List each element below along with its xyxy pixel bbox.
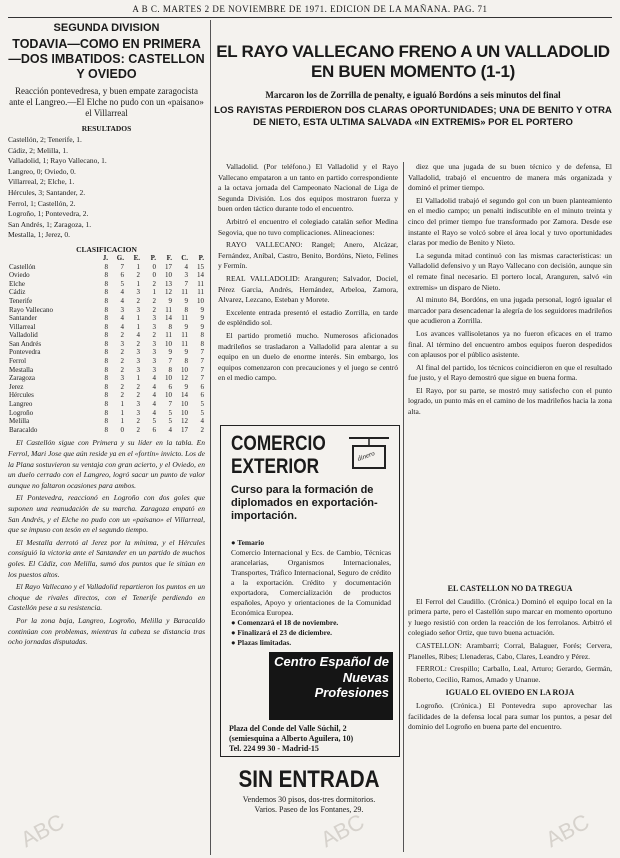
left-headline: TODAVIA—COMO EN PRIMERA—DOS IMBATIDOS: CASTELLON Y OVIEDO bbox=[8, 37, 205, 81]
ad-dates bbox=[231, 618, 391, 648]
standings-row bbox=[8, 271, 205, 280]
standings-value: 8 bbox=[184, 357, 188, 366]
article-paragraph: El Valladolid trabajó el segundo gol con un buen planteamiento en el medio campo; un penalti indiscutible en el minuto treinta y cinco del primer tiempo fue transformado por Zamora. Desde ese instante el Rayo se volcó sobre el área local y tuvo oportunidades claras por medio de Benito y Nieto. bbox=[408, 195, 612, 248]
standings-value: 3 bbox=[120, 339, 124, 348]
standings-value: 10 bbox=[165, 391, 172, 400]
standings-row bbox=[8, 306, 205, 315]
standings-value: 5 bbox=[168, 408, 172, 417]
standings-row bbox=[8, 426, 205, 435]
standings-value: 9 bbox=[184, 296, 188, 305]
standings-value: 10 bbox=[181, 400, 188, 409]
standings-value: 7 bbox=[184, 279, 188, 288]
standings-value: 8 bbox=[104, 296, 108, 305]
standings-value: 3 bbox=[136, 408, 140, 417]
logo-text: dinero bbox=[356, 449, 376, 463]
standings-value: 14 bbox=[165, 314, 172, 323]
standings-value: 13 bbox=[165, 279, 172, 288]
standings-value: 4 bbox=[168, 425, 172, 434]
team-name: Logroño bbox=[9, 408, 34, 417]
result-item: Hércules, 3; Santander, 2. bbox=[8, 187, 86, 197]
standings-header-cell: J. bbox=[102, 253, 108, 262]
standings-value: 8 bbox=[104, 365, 108, 374]
standings-value: 8 bbox=[168, 365, 172, 374]
standings-value: 4 bbox=[152, 391, 156, 400]
standings-value: 9 bbox=[168, 348, 172, 357]
standings-value: 1 bbox=[136, 322, 140, 331]
standings-value: 10 bbox=[165, 339, 172, 348]
standings-value: 8 bbox=[104, 331, 108, 340]
main-headline: EL RAYO VALLECANO FRENO A UN VALLADOLID EN BUEN MOMENTO (1-1) bbox=[216, 42, 610, 81]
standings-value: 1 bbox=[152, 288, 156, 297]
standings-value: 10 bbox=[197, 296, 204, 305]
main-head bbox=[214, 42, 612, 162]
team-name: Ferrol bbox=[9, 357, 27, 366]
ad-box-title: Centro Español de Nuevas Profesiones bbox=[269, 652, 393, 720]
team-name: Cádiz bbox=[9, 288, 26, 297]
standings-value: 1 bbox=[120, 417, 124, 426]
ferrol-lineup: FERROL: Crespillo; Carballo, Leal, Arturo; Gerardo, Germán, Roberto, Cecilio, Ramos, Amado y Unanue. bbox=[408, 664, 612, 684]
column-divider bbox=[403, 162, 404, 852]
result-item: Valladolid, 1; Rayo Vallecano, 1. bbox=[8, 156, 107, 166]
article-paragraph: REAL VALLADOLID: Aranguren; Salvador, Dociel, Pérez Garcia, Andrés, Hernández, Arbeloa, Zamora, Alvarez, Lezcano, Esteban y Morete. bbox=[218, 273, 398, 305]
standings-value: 12 bbox=[165, 288, 172, 297]
article-paragraph: Al minuto 84, Bordóns, en una jugada personal, logró igualar el marcador para desencadenar la alegría de los seguidores madrileños que acudieron a Zorrilla. bbox=[408, 295, 612, 326]
standings-value: 8 bbox=[104, 408, 108, 417]
result-item: Villarreal, 2; Elche, 1. bbox=[8, 177, 75, 187]
standings-value: 11 bbox=[165, 305, 172, 314]
team-name: Tenerife bbox=[9, 296, 33, 305]
standings-value: 8 bbox=[104, 391, 108, 400]
standings-value: 4 bbox=[120, 288, 124, 297]
result-item: Ferrol, 1; Castellón, 2. bbox=[8, 198, 76, 208]
standings-value: 3 bbox=[136, 365, 140, 374]
masthead-rule bbox=[8, 17, 612, 18]
standings-row bbox=[8, 331, 205, 340]
team-name: Baracaldo bbox=[9, 425, 38, 434]
standings-value: 3 bbox=[136, 288, 140, 297]
standings-header-cell: C. bbox=[181, 253, 188, 262]
standings-value: 8 bbox=[104, 348, 108, 357]
team-name: Zaragoza bbox=[9, 374, 36, 383]
standings-value: 9 bbox=[184, 348, 188, 357]
standings-value: 11 bbox=[165, 331, 172, 340]
ad-comercio-exterior bbox=[220, 425, 400, 757]
standings-value: 3 bbox=[120, 374, 124, 383]
standings-value: 5 bbox=[168, 417, 172, 426]
article-paragraph: Arbitró el encuentro el colegiado catalán señor Medina Segovia, que no tuvo complicaciones. Alineaciones: bbox=[218, 216, 398, 237]
standings-value: 3 bbox=[152, 348, 156, 357]
standings-row bbox=[8, 409, 205, 418]
main-subhead2: LOS RAYISTAS PERDIERON DOS CLARAS OPORTUNIDADES; UNA DE BENITO Y OTRA DE NIETO, ESTA ULTIMA SALVADA «IN EXTREMIS» POR EL PORTERO bbox=[214, 105, 612, 128]
ad-logo bbox=[345, 434, 393, 474]
standings-title: CLASIFICACION bbox=[76, 244, 137, 254]
main-col1 bbox=[218, 162, 398, 420]
standings-row bbox=[8, 417, 205, 426]
ad2-text: Vendemos 30 pisos, dos-tres dormitorios. bbox=[242, 795, 376, 804]
standings-value: 15 bbox=[197, 262, 204, 271]
standings-value: 8 bbox=[184, 305, 188, 314]
standings-value: 8 bbox=[104, 357, 108, 366]
standings-value: 6 bbox=[200, 391, 204, 400]
standings-row bbox=[8, 366, 205, 375]
article-paragraph: Excelente entrada presentó el estadio Zorrilla, en tarde de espléndido sol. bbox=[218, 307, 398, 328]
standings-row bbox=[8, 400, 205, 409]
section-title: SEGUNDA DIVISION bbox=[53, 22, 160, 34]
standings-value: 3 bbox=[152, 365, 156, 374]
result-item: Castellón, 2; Tenerife, 1. bbox=[8, 135, 82, 144]
standings-value: 2 bbox=[152, 305, 156, 314]
left-column bbox=[8, 20, 205, 855]
standings-value: 4 bbox=[200, 417, 204, 426]
left-paragraph: El Rayo Vallecano y el Valladolid repartieron los puntos en un choque de rivales directos, con el Tenerife perdiendo en Castellón pese a su resistencia. bbox=[8, 582, 205, 613]
standings-value: 5 bbox=[200, 400, 204, 409]
ferrol-lineup: CASTELLON: Arambarri; Corral, Balaguer, Forés; Cervera, Planelles, Ribes; Llenaderas, Cabo, Clares, Leandro y Pérez. bbox=[408, 640, 612, 661]
standings-row bbox=[8, 348, 205, 357]
standings-value: 5 bbox=[200, 408, 204, 417]
standings-value: 8 bbox=[104, 279, 108, 288]
standings-value: 2 bbox=[152, 279, 156, 288]
team-name: San Andrés bbox=[9, 339, 42, 348]
standings-value: 10 bbox=[165, 374, 172, 383]
standings-value: 3 bbox=[184, 271, 188, 280]
standings-value: 2 bbox=[136, 417, 140, 426]
standings-value: 2 bbox=[136, 425, 140, 434]
ad2-text: Varios. Paseo de los Fontanes, 29. bbox=[254, 805, 364, 814]
article-paragraph: Los avances vallisoletanos ya no fueron eficaces en el tramo final. Al término del encuentro ambos equipos fueron despedidos con aplausos por el público asistente. bbox=[408, 328, 612, 360]
standings-value: 8 bbox=[104, 271, 108, 280]
standings-value: 11 bbox=[197, 279, 204, 288]
result-item: Mestalla, 1; Jerez, 0. bbox=[8, 230, 71, 240]
standings-value: 6 bbox=[200, 382, 204, 391]
article-paragraph: La segunda mitad continuó con las mismas características: un Valladolid defensivo y un Rayo Vallecano con decisión, aunque sin el remate final necesario. El portero local, Aranguren, salvó «in extremis» un disparo de Nieto. bbox=[408, 250, 612, 292]
standings-header-cell: G. bbox=[116, 253, 124, 262]
standings-value: 2 bbox=[120, 391, 124, 400]
ad-phone: Tel. 224 99 30 - Madrid-15 bbox=[229, 744, 319, 753]
ferrol-body: El Ferrol del Caudillo. (Crónica.) Dominó el equipo local en la primera parte, pero el Castellón supo marcar en momento oportuno y luego resistió con orden la reacción de los ferrolanos. Arbitró el colegiado señor Ortiz, que tuvo buena actuación. bbox=[408, 596, 612, 638]
standings-value: 6 bbox=[152, 425, 156, 434]
standings-value: 4 bbox=[120, 314, 124, 323]
standings-value: 7 bbox=[200, 348, 204, 357]
standings-value: 11 bbox=[181, 339, 188, 348]
logrono-body: Logroño. (Crónica.) El Pontevedra supo aprovechar las facilidades de la defensa local para sumar los puntos, a pesar del dominio del Logroño en buena parte del encuentro. bbox=[408, 700, 612, 732]
standings-value: 9 bbox=[168, 296, 172, 305]
team-name: Castellón bbox=[9, 262, 36, 271]
standings-value: 2 bbox=[136, 391, 140, 400]
team-name: Santander bbox=[9, 314, 37, 323]
standings-value: 1 bbox=[136, 279, 140, 288]
standings-value: 7 bbox=[200, 374, 204, 383]
standings-value: 2 bbox=[136, 296, 140, 305]
column-divider bbox=[210, 20, 211, 855]
team-name: Melilla bbox=[9, 417, 30, 426]
standings-table bbox=[8, 254, 205, 434]
standings-value: 3 bbox=[136, 400, 140, 409]
standings-value: 4 bbox=[152, 374, 156, 383]
team-name: Hércules bbox=[9, 391, 34, 400]
standings-row bbox=[8, 340, 205, 349]
main-subhead: Marcaron los de Zorrilla de penalty, e igualó Bordóns a seis minutos del final bbox=[265, 90, 561, 100]
ad-title bbox=[231, 432, 326, 478]
team-name: Villarreal bbox=[9, 322, 36, 331]
article-paragraph: Al final del partido, los técnicos coincidieron en que el resultado fue justo, y el Rayo demostró que sigue en buena forma. bbox=[408, 362, 612, 383]
standings-value: 7 bbox=[200, 365, 204, 374]
standings-value: 4 bbox=[152, 382, 156, 391]
left-paragraph: El Pontevedra, reaccionó en Logroño con dos goles que suponen una reanudación de su marcha. Zaragoza empató en San Andrés, y el Elche no pudo con un «paisano» el Villarreal, que se impuso con tesón en el segundo tiempo. bbox=[8, 493, 205, 535]
standings-value: 4 bbox=[184, 262, 188, 271]
team-name: Pontevedra bbox=[9, 348, 41, 357]
standings-value: 8 bbox=[200, 331, 204, 340]
standings-row bbox=[8, 357, 205, 366]
ad2-title: SIN ENTRADA bbox=[238, 766, 380, 793]
standings-value: 12 bbox=[181, 374, 188, 383]
standings-header-row bbox=[8, 254, 205, 263]
standings-value: 3 bbox=[136, 305, 140, 314]
team-name: Mestalla bbox=[9, 365, 34, 374]
standings-value: 3 bbox=[136, 357, 140, 366]
result-item: Langreo, 0; Oviedo, 0. bbox=[8, 166, 76, 176]
standings-value: 3 bbox=[120, 305, 124, 314]
results-list bbox=[8, 135, 205, 241]
standings-row bbox=[8, 383, 205, 392]
ad-sin-entrada bbox=[220, 765, 398, 849]
standings-value: 10 bbox=[165, 271, 172, 280]
standings-header-cell: P. bbox=[150, 253, 156, 262]
team-name: Oviedo bbox=[9, 271, 30, 280]
ad-title-line: EXTERIOR bbox=[231, 455, 320, 478]
logrono-title: IGUALO EL OVIEDO EN LA ROJA bbox=[445, 688, 575, 698]
watermark: ABC bbox=[316, 808, 369, 853]
standings-value: 1 bbox=[136, 374, 140, 383]
standings-row bbox=[8, 297, 205, 306]
standings-value: 2 bbox=[136, 339, 140, 348]
left-paragraph: El Castellón sigue con Primera y su líder en la tabla. En Ferrol, Mari Jose que aún reside ya en el «fortín» invicto. Los de la Plana sostuvieron su ventaja con gran acierto, y el Oviedo, en un duelo cerrado con el Langreo, logró sacar un punto de valor aunque no faltaron ocasiones para ambos. bbox=[8, 438, 205, 490]
standings-value: 12 bbox=[181, 417, 188, 426]
standings-value: 8 bbox=[104, 382, 108, 391]
standings-value: 10 bbox=[181, 365, 188, 374]
ad-course: Curso para la formación de diplomados en exportación-importación. bbox=[231, 484, 378, 522]
article-paragraph: Valladolid. (Por teléfono.) El Valladolid y el Rayo Vallecano empataron a un tanto en partido correspondiente a la octava jornada del Campeonato Nacional de Liga de Segunda División. Los dos equipos mostraron fuerza y buen orden táctico durante todo el encuentro. bbox=[218, 162, 398, 214]
standings-row bbox=[8, 263, 205, 272]
left-paragraph: El Mestalla derrotó al Jerez por la mínima, y el Hércules consiguió la victoria ante el Santander en un partido de muchos goles. El Cádiz, con Melilla, sumó dos puntos que le sitúan en los puestos altos. bbox=[8, 537, 205, 579]
standings-header-cell bbox=[8, 254, 93, 263]
standings-value: 11 bbox=[181, 331, 188, 340]
standings-value: 4 bbox=[120, 296, 124, 305]
standings-value: 8 bbox=[200, 339, 204, 348]
standings-value: 8 bbox=[104, 417, 108, 426]
ad-date: ● Plazas limitadas. bbox=[231, 638, 292, 647]
standings-value: 7 bbox=[168, 400, 172, 409]
results-title: RESULTADOS bbox=[81, 124, 132, 133]
standings-value: 2 bbox=[120, 365, 124, 374]
standings-value: 4 bbox=[120, 322, 124, 331]
standings-value: 0 bbox=[120, 425, 124, 434]
standings-value: 8 bbox=[104, 339, 108, 348]
standings-value: 14 bbox=[181, 391, 188, 400]
left-body bbox=[8, 438, 205, 647]
standings-value: 5 bbox=[120, 279, 124, 288]
standings-value: 11 bbox=[181, 314, 188, 323]
standings-row bbox=[8, 314, 205, 323]
team-name: Valladolid bbox=[9, 331, 38, 340]
standings-value: 2 bbox=[120, 331, 124, 340]
ad-date: ● Finalizará el 23 de diciembre. bbox=[231, 628, 333, 637]
standings-value: 3 bbox=[152, 357, 156, 366]
standings-value: 3 bbox=[152, 339, 156, 348]
standings-value: 8 bbox=[104, 400, 108, 409]
ad-date: ● Comenzará el 18 de noviembre. bbox=[231, 618, 339, 627]
standings-value: 11 bbox=[181, 288, 188, 297]
standings-value: 17 bbox=[181, 425, 188, 434]
standings-value: 2 bbox=[200, 425, 204, 434]
standings-value: 5 bbox=[152, 417, 156, 426]
standings-header-cell: F. bbox=[166, 253, 172, 262]
standings-value: 1 bbox=[136, 314, 140, 323]
masthead: A B C. MARTES 2 DE NOVIEMBRE DE 1971. EDICION DE LA MAÑANA. PAG. 71 bbox=[132, 4, 488, 14]
standings-value: 9 bbox=[200, 305, 204, 314]
standings-value: 0 bbox=[152, 262, 156, 271]
article-paragraph: diez que una jugada de su buen técnico y de defensa, El Valladolid, trabajó el encuentro de manera más organizada y dominó el primer tiempo. bbox=[408, 162, 612, 193]
standings-value: 4 bbox=[152, 400, 156, 409]
team-name: Jerez bbox=[9, 382, 24, 391]
standings-value: 2 bbox=[152, 331, 156, 340]
left-dek: Reacción pontevedresa, y buen empate zaragocista ante el Langreo.—El Elche no pudo con un «paisano» el Villarreal bbox=[9, 86, 204, 118]
standings-value: 2 bbox=[136, 271, 140, 280]
standings-value: 2 bbox=[120, 382, 124, 391]
standings-value: 4 bbox=[136, 331, 140, 340]
standings-value: 8 bbox=[104, 305, 108, 314]
team-name: Langreo bbox=[9, 400, 33, 409]
result-item: Logroño, 1; Pontevedra, 2. bbox=[8, 209, 89, 219]
standings-value: 1 bbox=[120, 400, 124, 409]
standings-value: 9 bbox=[200, 314, 204, 323]
standings-value: 8 bbox=[104, 374, 108, 383]
article-paragraph: El Rayo, por su parte, se mostró muy satisfecho con el punto logrado, un punto más en el camino de los madrileños hacia la zona alta. bbox=[408, 385, 612, 417]
standings-value: 8 bbox=[104, 322, 108, 331]
standings-value: 1 bbox=[136, 262, 140, 271]
ad-title-line: COMERCIO bbox=[231, 432, 326, 455]
standings-value: 11 bbox=[197, 288, 204, 297]
standings-value: 7 bbox=[120, 262, 124, 271]
standings-value: 9 bbox=[184, 322, 188, 331]
watermark: ABC bbox=[16, 808, 69, 853]
standings-value: 2 bbox=[152, 296, 156, 305]
standings-row bbox=[8, 391, 205, 400]
standings-value: 14 bbox=[197, 271, 204, 280]
standings-row bbox=[8, 323, 205, 332]
article-paragraph: El partido prometió mucho. Numerosos aficionados madrileños se trasladaron a Valladolid para alentar a su equipo en un duelo de enorme interés. Sin embargo, los equipos comenzaron con precauciones y el juego se centró en el medio campo. bbox=[218, 330, 398, 383]
standings-value: 3 bbox=[136, 348, 140, 357]
standings-value: 10 bbox=[181, 408, 188, 417]
standings-value: 2 bbox=[120, 348, 124, 357]
team-name: Rayo Vallecano bbox=[9, 305, 53, 314]
standings-value: 6 bbox=[120, 271, 124, 280]
standings-value: 8 bbox=[104, 288, 108, 297]
standings-row bbox=[8, 280, 205, 289]
article-paragraph: RAYO VALLECANO: Rangel; Anero, Alcázar, Fernández, Aníbal, Castro, Benito, Bordóns, Nieto, Felines y Fermín. bbox=[218, 240, 398, 271]
standings-row bbox=[8, 288, 205, 297]
standings-value: 2 bbox=[120, 357, 124, 366]
standings-value: 6 bbox=[168, 382, 172, 391]
standings-value: 1 bbox=[120, 408, 124, 417]
standings-value: 9 bbox=[200, 322, 204, 331]
ad-temario bbox=[231, 538, 391, 618]
standings-value: 3 bbox=[152, 322, 156, 331]
standings-header-cell: P. bbox=[198, 253, 204, 262]
result-item: San Andrés, 1; Zaragoza, 1. bbox=[8, 219, 92, 229]
standings-header-cell: E. bbox=[133, 253, 140, 262]
standings-value: 3 bbox=[152, 314, 156, 323]
standings-value: 0 bbox=[152, 271, 156, 280]
standings-value: 17 bbox=[165, 262, 172, 271]
watermark: ABC bbox=[541, 808, 594, 853]
ad-address: Plaza del Conde del Valle Súchil, 2 (semiesquina a Alberto Aguilera, 10) bbox=[229, 724, 354, 743]
result-item: Cádiz, 2; Melilla, 1. bbox=[8, 145, 68, 155]
temario-label: ● Temario bbox=[231, 538, 265, 547]
standings-row bbox=[8, 374, 205, 383]
standings-value: 8 bbox=[104, 262, 108, 271]
left-paragraph: Por la zona baja, Langreo, Logroño, Melilla y Baracaldo continúan con problemas, mientras la cabeza se distancia tras ocho jornadas disputadas. bbox=[8, 615, 205, 647]
standings-value: 8 bbox=[104, 425, 108, 434]
standings-value: 4 bbox=[152, 408, 156, 417]
temario-text: Comercio Internacional y Ecs. de Cambio, Técnicas arancelarias, Organismos Internacionales, Transportes, Tráfico Internacional, Seguro de crédito a la exportación. Crédito y documentación exportadora, Comercialización de productos españoles, Apoyo y orientaciones de la Comunidad Económica Europea. bbox=[231, 548, 391, 617]
standings-value: 8 bbox=[168, 322, 172, 331]
standings-value: 7 bbox=[168, 357, 172, 366]
standings-value: 7 bbox=[200, 357, 204, 366]
standings-value: 2 bbox=[136, 382, 140, 391]
main-col2 bbox=[408, 162, 612, 580]
standings-value: 8 bbox=[104, 314, 108, 323]
ferrol-title: EL CASTELLON NO DA TREGUA bbox=[447, 584, 573, 593]
team-name: Elche bbox=[9, 279, 25, 288]
standings-value: 9 bbox=[184, 382, 188, 391]
